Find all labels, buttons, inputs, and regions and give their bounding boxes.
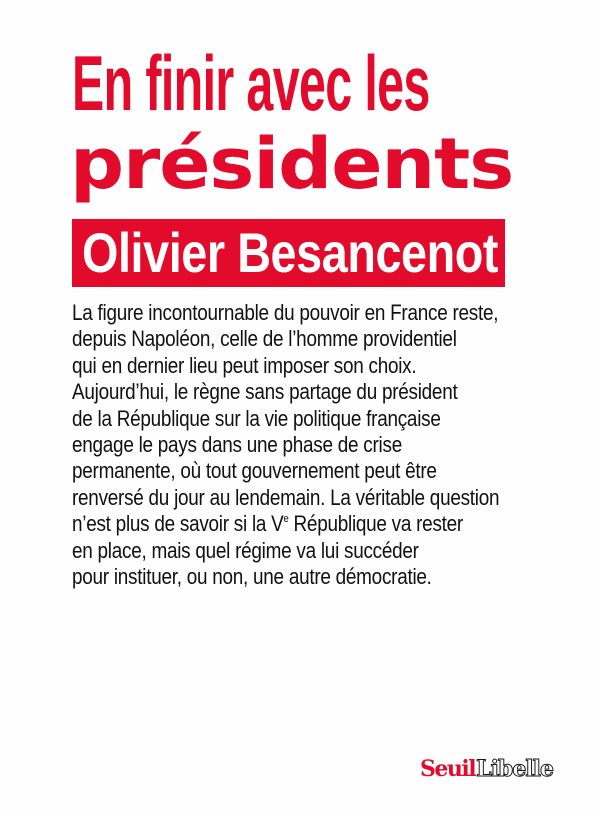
blurb-line-10: en place, mais quel régime va lui succéder bbox=[72, 537, 419, 563]
blurb-line-2: depuis Napoléon, celle de l’homme providentiel bbox=[72, 326, 457, 352]
blurb-line-9 bbox=[72, 511, 519, 537]
publisher-logo bbox=[420, 756, 553, 782]
title-line-1: En finir avec les bbox=[72, 39, 430, 127]
blurb-line-9-prefix: n’est plus de savoir si la V bbox=[72, 511, 284, 537]
blurb-line-9-suffix: République va rester bbox=[288, 511, 463, 537]
blurb-line-6: engage le pays dans une phase de crise bbox=[72, 432, 402, 458]
superscript-e: e bbox=[283, 513, 289, 526]
title-line-2: présidents bbox=[70, 123, 514, 205]
blurb-line-1: La figure incontournable du pouvoir en France reste, bbox=[72, 300, 499, 325]
author-banner bbox=[72, 219, 505, 287]
blurb-line-4: Aujourd’hui, le règne sans partage du président bbox=[72, 379, 458, 405]
blurb bbox=[72, 300, 592, 590]
blurb-line-7: permanente, où tout gouvernement peut être bbox=[72, 458, 437, 484]
author-name: Olivier Besancenot bbox=[82, 221, 499, 284]
blurb-line-8: renversé du jour au lendemain. La véritable question bbox=[72, 484, 500, 510]
blurb-line-3: qui en dernier lieu peut imposer son choix. bbox=[72, 352, 417, 378]
blurb-line-5: de la République sur la vie politique française bbox=[72, 405, 441, 431]
blurb-line-11: pour instituer, ou non, une autre démocratie. bbox=[72, 564, 432, 590]
publisher-logo-libelle: Libelle bbox=[476, 756, 554, 782]
publisher-logo-seuil: Seuil bbox=[420, 756, 476, 782]
